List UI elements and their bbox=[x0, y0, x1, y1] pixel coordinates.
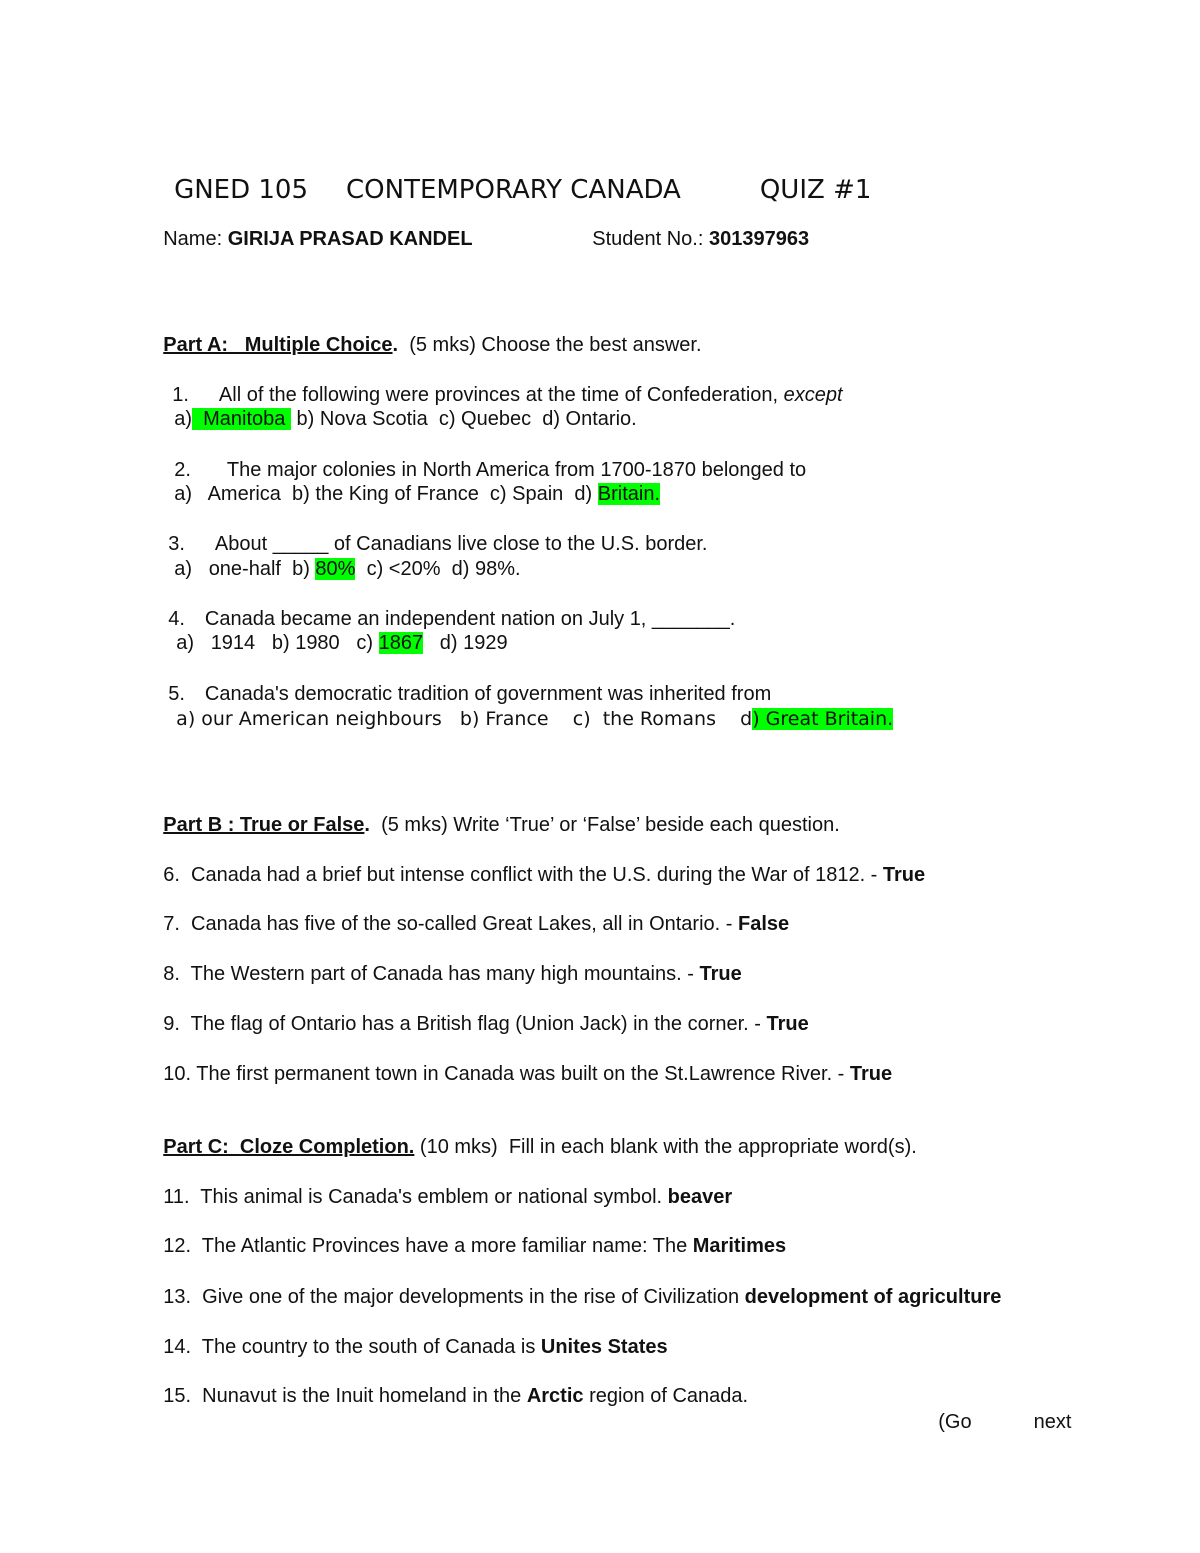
name-value: GIRIJA PRASAD KANDEL bbox=[227, 228, 473, 250]
cloze-item-12: 12. The Atlantic Provinces have a more familiar name: The Maritimes bbox=[163, 1235, 787, 1257]
true-false-item-9: 9. The flag of Ontario has a British flag (Union Jack) in the corner. - True bbox=[163, 1013, 809, 1035]
answer: True bbox=[882, 864, 926, 886]
selected-answer: 80% bbox=[315, 558, 356, 580]
name-label: Name: bbox=[163, 228, 223, 250]
cloze-item-15: 15. Nunavut is the Inuit homeland in the Arctic region of Canada. bbox=[163, 1385, 749, 1407]
true-false-item-8: 8. The Western part of Canada has many high mountains. - True bbox=[163, 963, 742, 985]
question-4: 4. Canada became an independent nation on July 1, _______. bbox=[168, 608, 736, 630]
student-number-line bbox=[570, 200, 809, 278]
selected-answer: 1867 bbox=[378, 632, 424, 654]
true-false-item-10: 10. The first permanent town in Canada was built on the St.Lawrence River. - True bbox=[163, 1063, 893, 1085]
question-1-options: a) Manitoba b) Nova Scotia c) Quebec d) Ontario. bbox=[174, 408, 637, 430]
answer: beaver bbox=[667, 1186, 733, 1208]
quiz-number: QUIZ #1 bbox=[759, 175, 872, 205]
selected-answer: ) Great Britain. bbox=[752, 708, 894, 730]
question-4-options: a) 1914 b) 1980 c) 1867 d) 1929 bbox=[176, 632, 508, 654]
part-a-heading: Part A: Multiple Choice. (5 mks) Choose the best answer. bbox=[163, 334, 702, 356]
question-3: 3. About _____ of Canadians live close to the U.S. border. bbox=[168, 533, 708, 555]
course-name: CONTEMPORARY CANADA bbox=[346, 175, 681, 205]
course-code: GNED 105 bbox=[174, 175, 308, 205]
answer: True bbox=[699, 963, 742, 985]
student-number-label: Student No.: bbox=[592, 228, 704, 250]
question-2-options: a) America b) the King of France c) Spain d) Britain. bbox=[174, 483, 660, 505]
question-1: 1. All of the following were provinces at the time of Confederation, except bbox=[172, 384, 843, 406]
answer: Unites States bbox=[540, 1336, 668, 1358]
part-b-instructions: (5 mks) Write ‘True’ or ‘False’ beside each question. bbox=[369, 814, 840, 836]
part-b-heading: Part B : True or False. (5 mks) Write ‘True’ or ‘False’ beside each question. bbox=[163, 814, 840, 836]
answer: Arctic bbox=[526, 1385, 584, 1407]
true-false-item-6: 6. Canada had a brief but intense conflict with the U.S. during the War of 1812. - True bbox=[163, 864, 926, 886]
selected-answer: Manitoba bbox=[192, 408, 291, 430]
cloze-item-13: 13. Give one of the major developments in the rise of Civilization development of agriculture bbox=[163, 1286, 1002, 1308]
part-b-title: Part B : True or False bbox=[163, 814, 365, 836]
go-next-hint: (Go next bbox=[938, 1411, 1072, 1433]
part-c-title: Part C: Cloze Completion. bbox=[163, 1136, 415, 1158]
name-line bbox=[141, 200, 473, 278]
answer: True bbox=[849, 1063, 893, 1085]
part-a-title: Part A: Multiple Choice bbox=[163, 334, 393, 356]
answer: Maritimes bbox=[692, 1235, 787, 1257]
question-5: 5. Canada's democratic tradition of government was inherited from bbox=[168, 683, 772, 705]
question-3-options: a) one-half b) 80% c) <20% d) 98%. bbox=[174, 558, 521, 580]
answer: False bbox=[737, 913, 790, 935]
question-5-options: a) our American neighbours b) France c) the Romans d) Great Britain. bbox=[176, 708, 894, 730]
answer: development of agriculture bbox=[744, 1286, 1002, 1308]
answer: True bbox=[766, 1013, 809, 1035]
cloze-item-11: 11. This animal is Canada's emblem or national symbol. beaver bbox=[163, 1186, 733, 1208]
selected-answer: Britain. bbox=[597, 483, 660, 505]
student-number-value: 301397963 bbox=[708, 228, 810, 250]
part-c-instructions: (10 mks) Fill in each blank with the appropriate word(s). bbox=[414, 1136, 917, 1158]
cloze-item-14: 14. The country to the south of Canada is Unites States bbox=[163, 1336, 668, 1358]
true-false-item-7: 7. Canada has five of the so-called Great Lakes, all in Ontario. - False bbox=[163, 913, 790, 935]
question-2: 2. The major colonies in North America from 1700-1870 belonged to bbox=[174, 459, 807, 481]
part-a-instructions: (5 mks) Choose the best answer. bbox=[398, 334, 702, 356]
